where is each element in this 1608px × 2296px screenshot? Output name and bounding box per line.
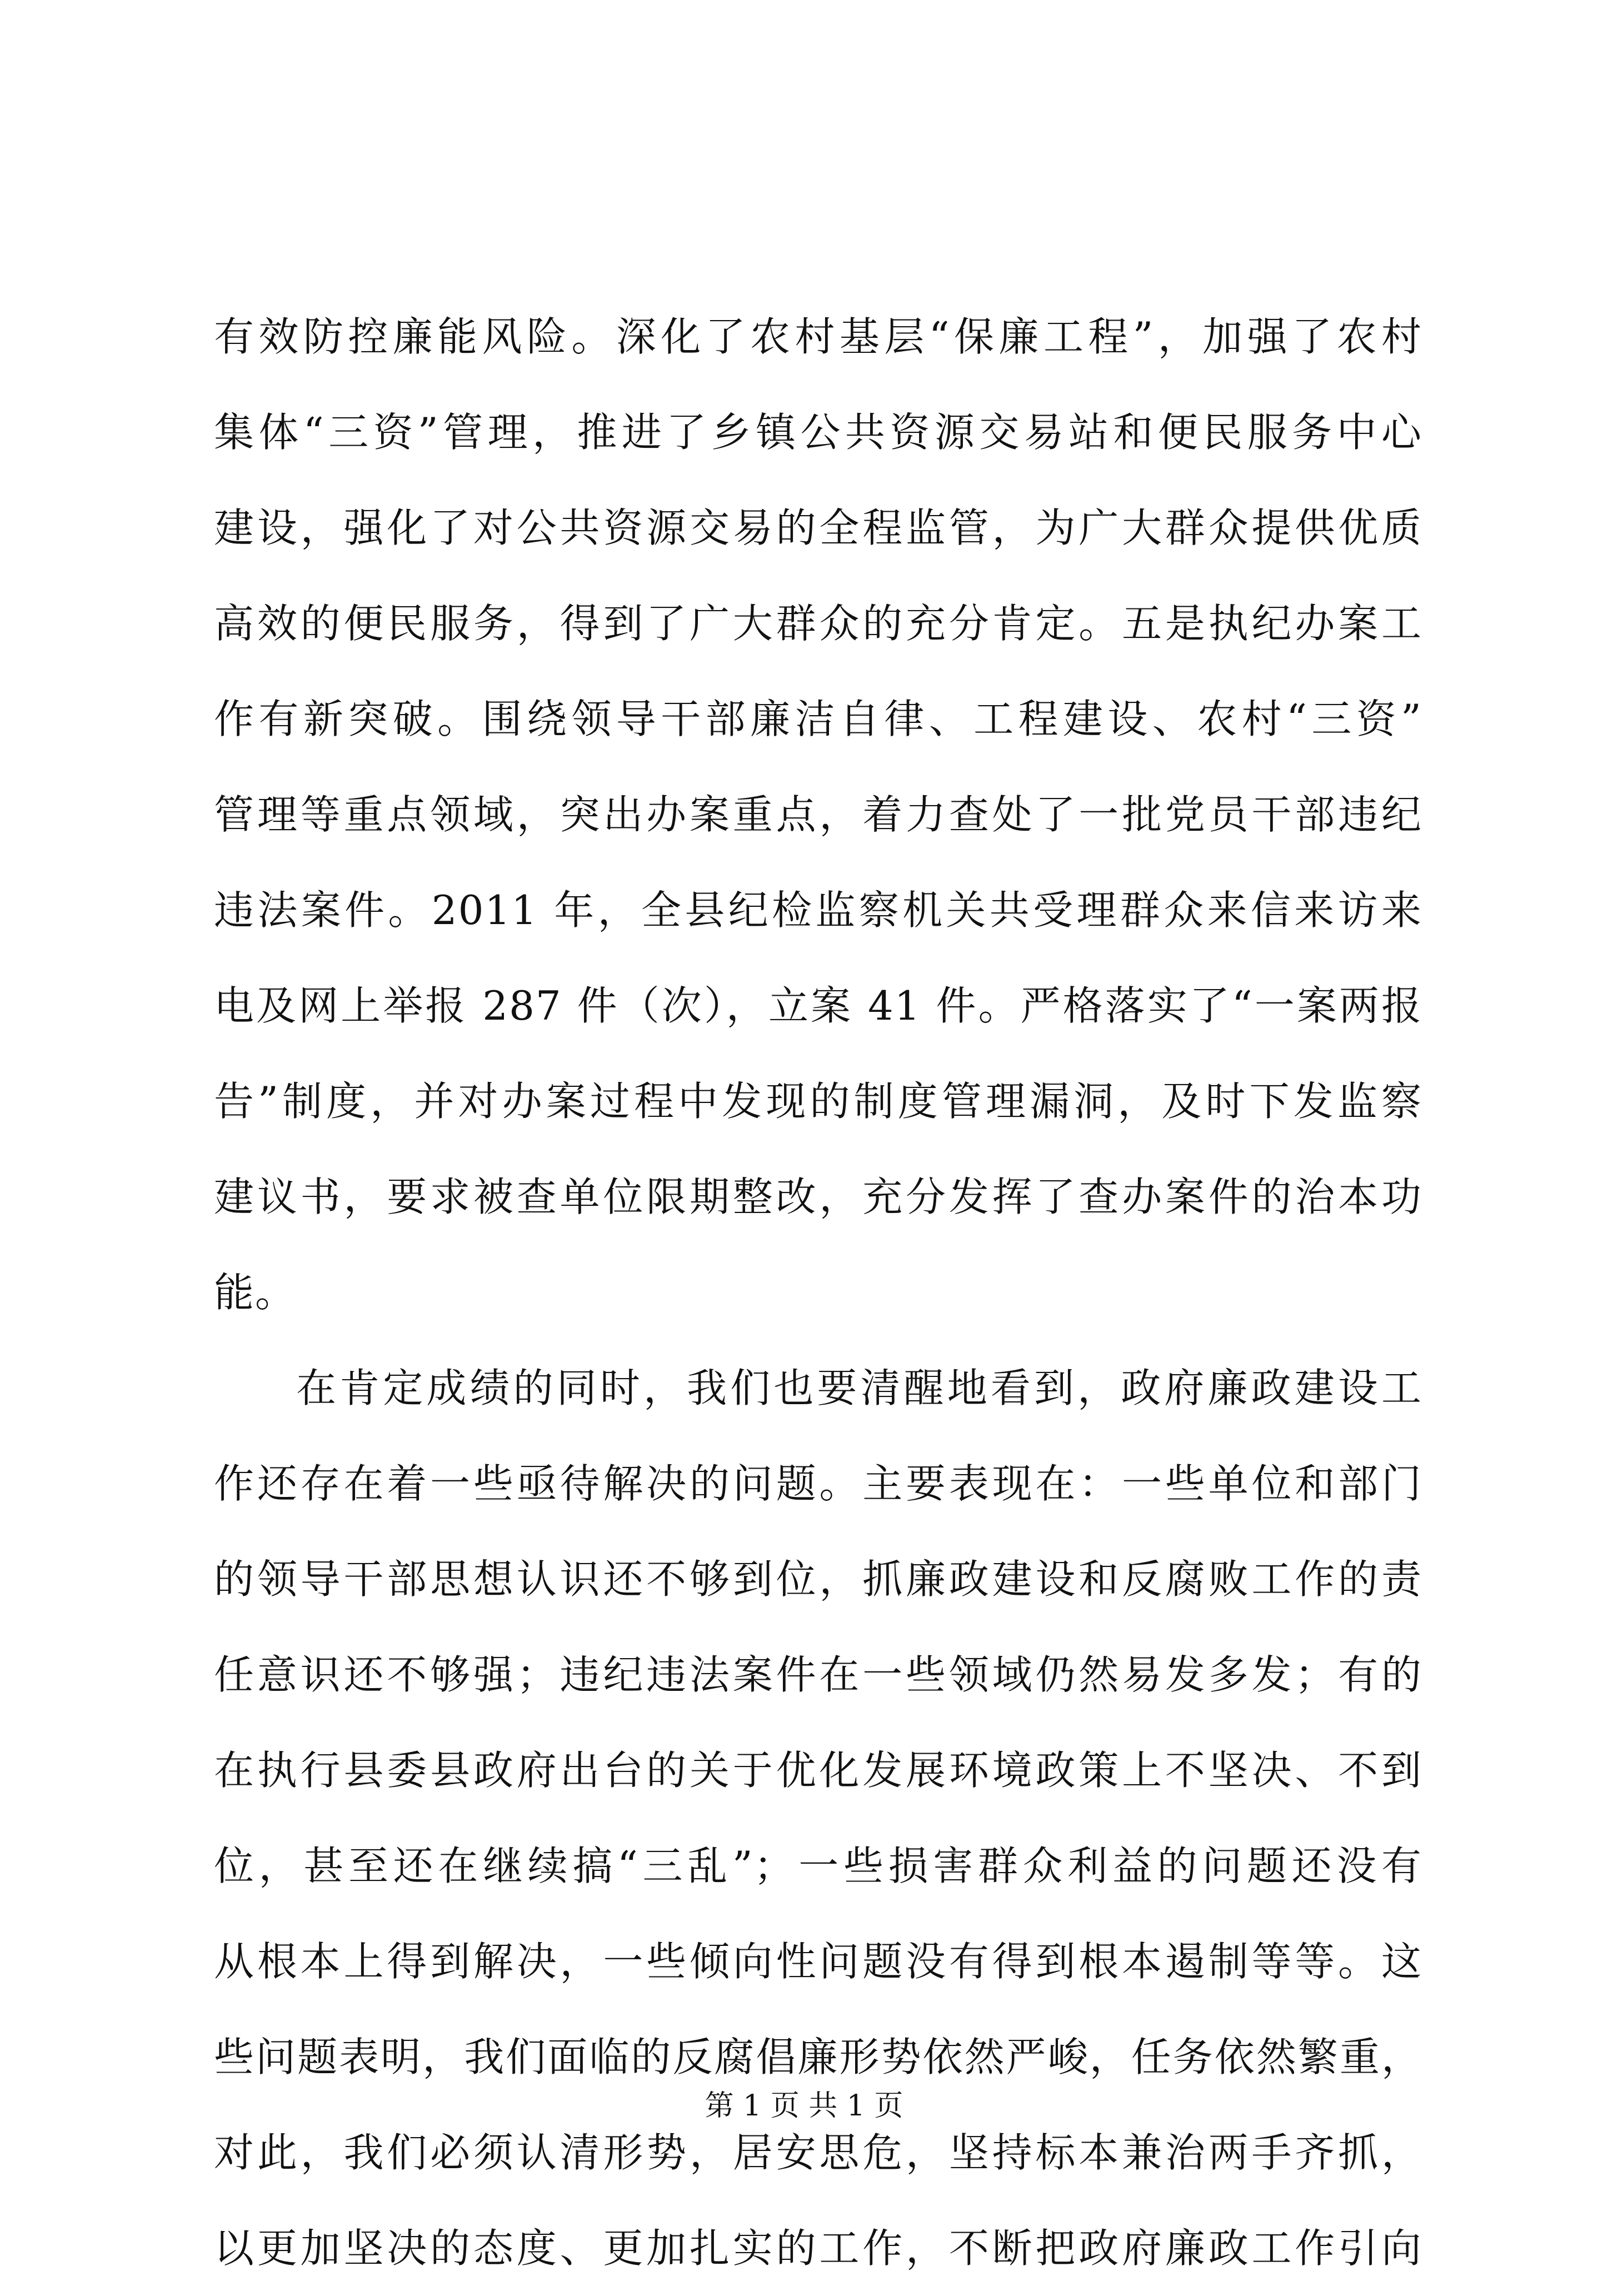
page-number: 第 1 页 共 1 页 (705, 2089, 903, 2123)
text-line: 违法案件。2011 年，全县纪检监察机关共受理群众来信来访来 (214, 887, 1422, 934)
text-line: 电及网上举报 287 件（次），立案 41 件。严格落实了“一案两报 (214, 982, 1422, 1029)
text-line: 建设，强化了对公共资源交易的全程监管，为广大群众提供优质 (214, 505, 1422, 551)
paragraph-first-line: 在肯定成绩的同时，我们也要清醒地看到，政府廉政建设工 (296, 1365, 1422, 1411)
text-line: 些问题表明，我们面临的反腐倡廉形势依然严峻，任务依然繁重， (214, 2034, 1422, 2080)
text-line: 位，甚至还在继续搞“三乱”；一些损害群众利益的问题还没有 (214, 1843, 1422, 1889)
text-line: 有效防控廉能风险。深化了农村基层“保廉工程”，加强了农村 (214, 313, 1422, 360)
text-line: 集体“三资”管理，推进了乡镇公共资源交易站和便民服务中心 (214, 409, 1422, 456)
text-line: 任意识还不够强；违纪违法案件在一些领域仍然易发多发；有的 (214, 1651, 1422, 1698)
text-line: 对此，我们必须认清形势，居安思危，坚持标本兼治两手齐抓， (214, 2129, 1422, 2176)
text-line: 建议书，要求被查单位限期整改，充分发挥了查办案件的治本功 (214, 1174, 1422, 1220)
text-line: 作还存在着一些亟待解决的问题。主要表现在：一些单位和部门 (214, 1460, 1422, 1507)
text-line: 告”制度，并对办案过程中发现的制度管理漏洞，及时下发监察 (214, 1078, 1422, 1125)
body-text (214, 289, 1422, 2296)
text-line: 管理等重点领域，突出办案重点，着力查处了一批党员干部违纪 (214, 791, 1422, 838)
text-line: 以更加坚决的态度、更加扎实的工作，不断把政府廉政工作引向 (214, 2225, 1422, 2272)
text-line: 能。 (214, 1269, 297, 1316)
text-line: 的领导干部思想认识还不够到位，抓廉政建设和反腐败工作的责 (214, 1556, 1422, 1603)
text-line: 在执行县委县政府出台的关于优化发展环境政策上不坚决、不到 (214, 1747, 1422, 1794)
text-line: 作有新突破。围绕领导干部廉洁自律、工程建设、农村“三资” (214, 696, 1422, 742)
text-line: 高效的便民服务，得到了广大群众的充分肯定。五是执纪办案工 (214, 600, 1422, 647)
text-line: 从根本上得到解决，一些倾向性问题没有得到根本遏制等等。这 (214, 1938, 1422, 1985)
